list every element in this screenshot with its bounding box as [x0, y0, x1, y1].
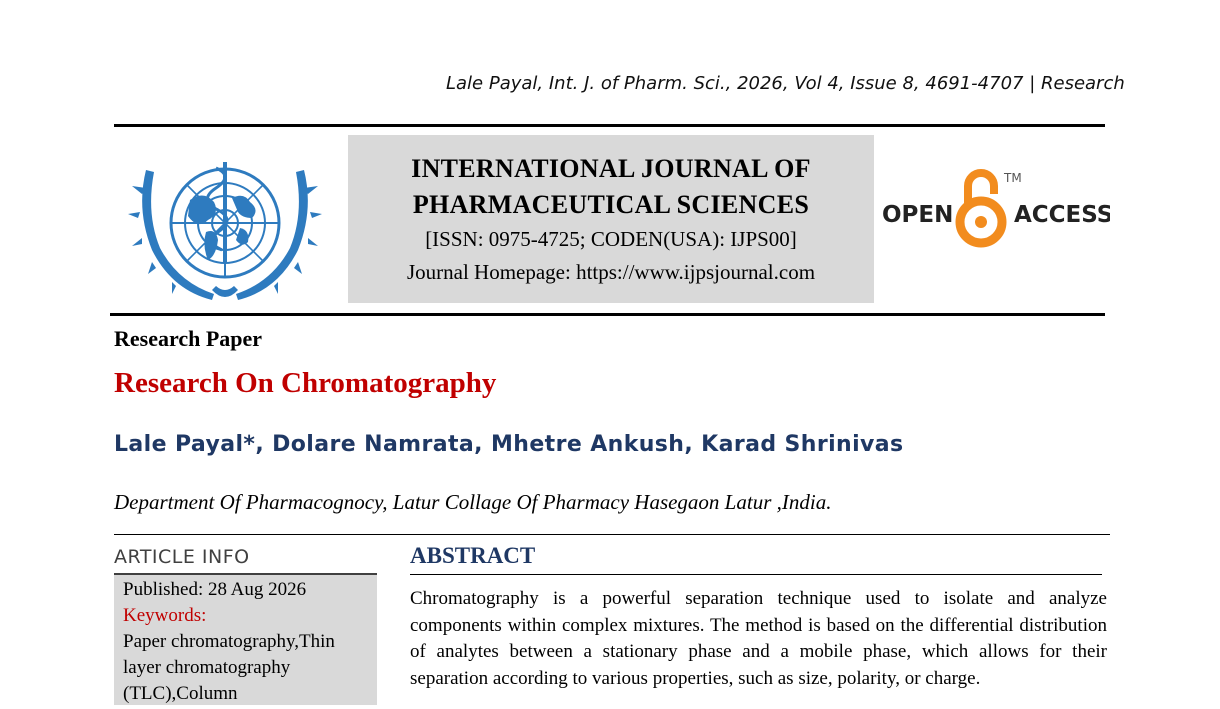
open-access-tm: TM	[1004, 171, 1022, 185]
abstract-text: Chromatography is a powerful separation technique used to isolate and analyze components within complex mixtures. The method is based on the differential distribution of analytes between a stationary phase and a mobile phase, which allows for their separation according to various properties, such as size, polarity, or charge.	[410, 588, 1107, 689]
abstract-heading: ABSTRACT	[410, 543, 536, 568]
header-top-rule	[114, 124, 1105, 127]
article-info-heading: ARTICLE INFO	[114, 546, 250, 568]
keywords-line-3: (TLC),Column	[123, 683, 238, 704]
article-info-box	[114, 575, 377, 705]
published-date: Published: 28 Aug 2026	[123, 579, 307, 600]
citation-header: Lale Payal, Int. J. of Pharm. Sci., 2026, Vol 4, Issue 8, 4691-4707 | Research	[446, 73, 1125, 94]
open-access-logo	[880, 166, 1110, 252]
section-divider	[114, 534, 1110, 535]
who-emblem-logo	[128, 140, 322, 306]
abstract-rule	[410, 574, 1102, 575]
journal-issn: [ISSN: 0975-4725; CODEN(USA): IJPS00]	[425, 227, 797, 251]
journal-title-line2: PHARMACEUTICAL SCIENCES	[412, 190, 810, 219]
keywords-label: Keywords:	[123, 605, 207, 626]
paper-title: Research On Chromatography	[114, 367, 497, 399]
journal-title-line1: INTERNATIONAL JOURNAL OF	[411, 154, 811, 183]
journal-homepage: Journal Homepage: https://www.ijpsjournal.com	[406, 260, 816, 284]
keywords-line-1: Paper chromatography,Thin	[123, 631, 335, 652]
open-access-left: OPEN	[882, 202, 954, 228]
paper-type: Research Paper	[114, 326, 263, 351]
author-affiliation: Department Of Pharmacognocy, Latur Collage Of Pharmacy Hasegaon Latur ,India.	[114, 490, 832, 514]
journal-title-box	[348, 135, 874, 303]
header-bottom-rule	[110, 313, 1105, 316]
keywords-line-2: layer chromatography	[123, 657, 291, 678]
paper-authors: Lale Payal*, Dolare Namrata, Mhetre Ankush, Karad Shrinivas	[114, 432, 904, 457]
open-lock-icon	[960, 173, 1002, 243]
open-access-right: ACCESS	[1014, 202, 1110, 228]
